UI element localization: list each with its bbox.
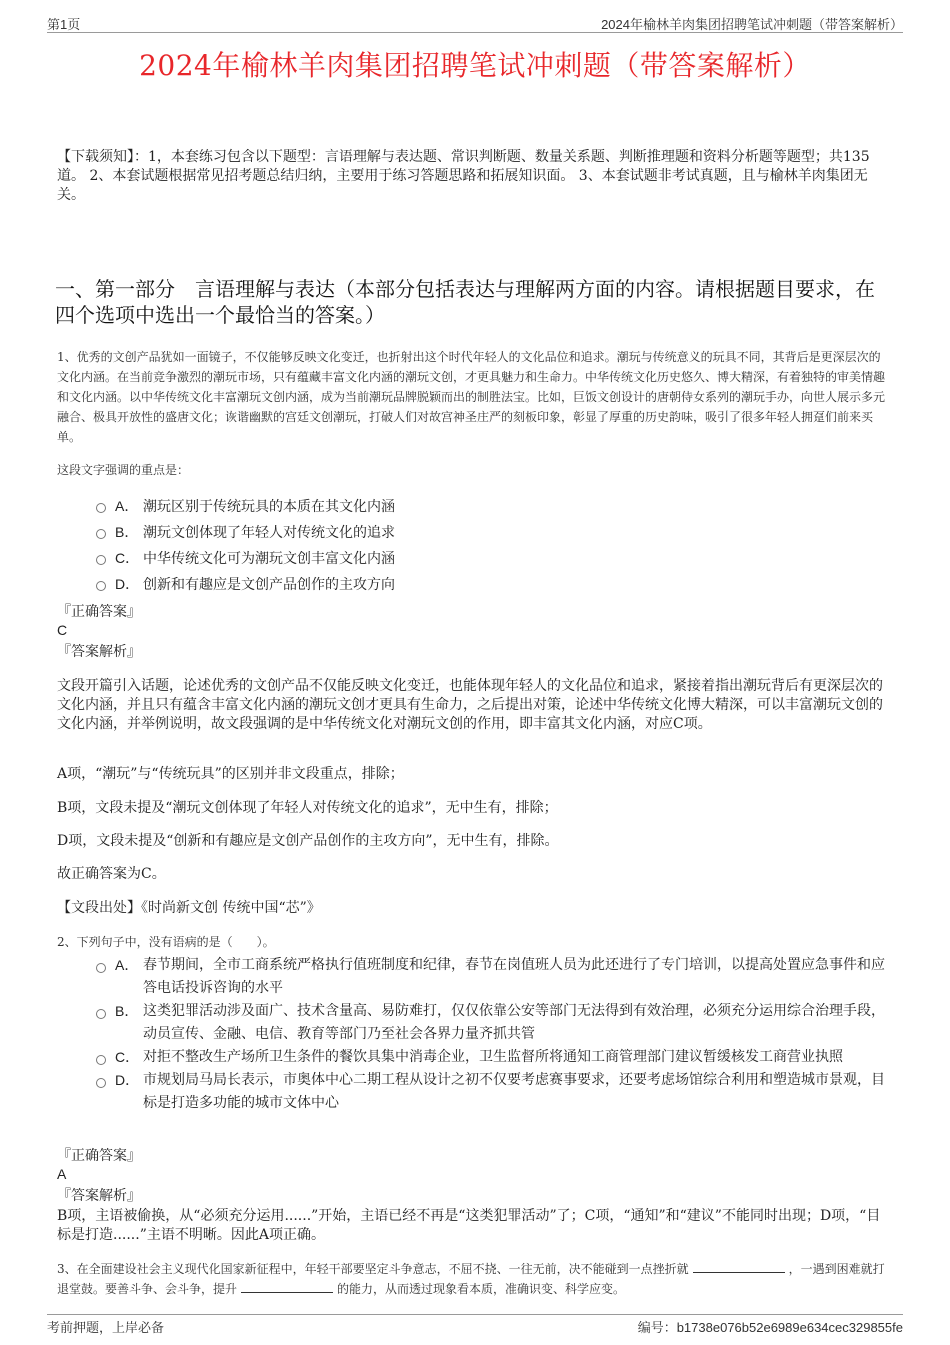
q1-options	[96, 496, 890, 600]
q1-conclusion: 故正确答案为C。	[57, 866, 166, 882]
q1-note-d: D项，文段未提及“创新和有趣应是文创产品创作的主攻方向”，无中生有，排除。	[57, 833, 559, 849]
option-letter: D．	[115, 576, 140, 592]
q1-answer: C	[57, 622, 68, 638]
option-text: 潮玩区别于传统玩具的本质在其文化内涵	[143, 499, 395, 515]
q3-part3: 的能力，从而透过现象看本质，准确识变、科学应变。	[337, 1282, 626, 1296]
document-title: 2024年榆林羊肉集团招聘笔试冲刺题（带答案解析）	[139, 49, 811, 82]
option-text: 潮玩文创体现了年轻人对传统文化的追求	[143, 525, 395, 541]
q1-option-b[interactable]	[96, 522, 890, 548]
q2-option-d[interactable]	[96, 1069, 888, 1115]
option-text: 春节期间，全市工商系统严格执行值班制度和纪律，春节在岗值班人员为此还进行了专门培训，以提高处置应急事件和应答电话投诉咨询的水平	[143, 957, 885, 996]
q2-option-b[interactable]	[96, 1000, 888, 1046]
radio-icon[interactable]	[96, 555, 106, 565]
radio-icon[interactable]	[96, 1078, 106, 1088]
download-notice: 【下载须知】：1，本套练习包含以下题型：言语理解与表达题、常识判断题、数量关系题、判断推理题和资料分析题等题型；共135道。 2、本套试题根据常见招考题总结归纳，主要用于练习答题思路和拓展知识面。 3、本套试题非考试真题，且与榆林羊肉集团无关。	[57, 149, 870, 203]
q1-note-b: B项，文段未提及“潮玩文创体现了年轻人对传统文化的追求”，无中生有，排除；	[57, 800, 558, 816]
q2-options	[96, 954, 888, 1115]
footer-slogan: 考前押题，上岸必备	[47, 1320, 165, 1335]
option-letter: A．	[115, 957, 139, 973]
radio-icon[interactable]	[96, 529, 106, 539]
q1-option-c[interactable]	[96, 548, 890, 574]
option-letter: B．	[115, 1003, 139, 1019]
q1-note-a: A项，“潮玩”与“传统玩具”的区别并非文段重点，排除；	[57, 766, 404, 782]
option-letter: C．	[115, 550, 140, 566]
q3-blank-1	[693, 1260, 785, 1273]
q2-option-a[interactable]	[96, 954, 888, 1000]
q2-answer: A	[57, 1166, 67, 1182]
radio-icon[interactable]	[96, 581, 106, 591]
option-letter: B．	[115, 524, 139, 540]
page-number: 第1页	[47, 17, 81, 32]
option-text: 中华传统文化可为潮玩文创丰富文化内涵	[143, 551, 395, 567]
q1-stem: 1、优秀的文创产品犹如一面镜子，不仅能够反映文化变迁，也折射出这个时代年轻人的文化品位和追求。潮玩与传统意义的玩具不同，其背后是更深层次的文化内涵。在当前竞争激烈的潮玩市场，只有蕴藏丰富文化内涵的潮玩文创，才更具魅力和生命力。中华传统文化历史悠久、博大精深，有着独特的审美情趣和文化内涵。以中华传统文化丰富潮玩文创内涵，成为当前潮玩品牌脱颖而出的制胜法宝。比如，巨饭文创设计的唐朝侍女系列的潮玩手办，向世人展示多元融合、极具开放性的盛唐文化；诙谐幽默的宫廷文创潮玩，打破人们对故宫神圣庄严的刻板印象，彰显了厚重的历史韵味，吸引了很多年轻人拥趸们前来买单。	[57, 350, 886, 444]
option-letter: C．	[115, 1049, 140, 1065]
option-text: 这类犯罪活动涉及面广、技术含量高、易防难打，仅仅依靠公安等部门无法得到有效治理，必须充分运用综合治理手段，动员宣传、金融、电信、教育等部门乃至社会各界力量齐抓共管	[143, 1003, 885, 1042]
option-text: 市规划局马局长表示，市奥体中心二期工程从设计之初不仅要考虑赛事要求，还要考虑场馆综合利用和塑造城市景观，目标是打造多功能的城市文体中心	[143, 1072, 885, 1111]
q1-ask: 这段文字强调的重点是：	[57, 463, 190, 477]
q3-stem	[57, 1259, 888, 1299]
q1-answer-label: 『正确答案』	[57, 604, 141, 620]
q2-answer-label: 『正确答案』	[57, 1148, 141, 1164]
option-letter: A．	[115, 498, 139, 514]
q2-analysis: B项，主语被偷换，从“必须充分运用......”开始，主语已经不再是“这类犯罪活动”了；C项，“通知”和“建议”不能同时出现；D项，“目标是打造......”主语不明晰。因此A项正确。	[57, 1208, 881, 1243]
q1-option-d[interactable]	[96, 574, 890, 600]
q1-option-a[interactable]	[96, 496, 890, 522]
q1-source: 【文段出处】《时尚新文创 传统中国“芯”》	[57, 900, 321, 916]
radio-icon[interactable]	[96, 503, 106, 513]
page-header	[47, 14, 903, 33]
page-footer	[47, 1314, 903, 1335]
q1-analysis: 文段开篇引入话题，论述优秀的文创产品不仅能反映文化变迁，也能体现年轻人的文化品位和追求，紧接着指出潮玩背后有更深层次的文化内涵，并且只有蕴含丰富文化内涵的潮玩文创才更具有生命力，之后提出对策，论述中华传统文化博大精深，可以丰富潮玩文创的文化内涵，并举例说明，故文段强调的是中华传统文化对潮玩文创的作用，即丰富其文化内涵，对应C项。	[57, 678, 883, 732]
radio-icon[interactable]	[96, 1055, 106, 1065]
q3-blank-2	[241, 1280, 333, 1293]
section-heading: 一、第一部分 言语理解与表达（本部分包括表达与理解两方面的内容。请根据题目要求，在四个选项中选出一个最恰当的答案。）	[55, 277, 875, 327]
q2-stem: 2、下列句子中，没有语病的是（ ）。	[57, 935, 275, 949]
q3-part1: 3、在全面建设社会主义现代化国家新征程中，年轻干部要坚定斗争意志，不屈不挠、一往无前，决不能碰到一点挫折就	[57, 1262, 689, 1276]
q1-analysis-label: 『答案解析』	[57, 644, 141, 660]
option-letter: D．	[115, 1072, 140, 1088]
q2-option-c[interactable]	[96, 1046, 888, 1069]
header-doc-title: 2024年榆林羊肉集团招聘笔试冲刺题（带答案解析）	[601, 17, 903, 32]
option-text: 对拒不整改生产场所卫生条件的餐饮具集中消毒企业，卫生监督所将通知工商管理部门建议暂缓核发工商营业执照	[143, 1049, 843, 1065]
option-text: 创新和有趣应是文创产品创作的主攻方向	[143, 577, 395, 593]
q2-analysis-label: 『答案解析』	[57, 1188, 141, 1204]
footer-doc-id: 编号：b1738e076b52e6989e634cec329855fe	[637, 1320, 903, 1335]
radio-icon[interactable]	[96, 963, 106, 973]
radio-icon[interactable]	[96, 1009, 106, 1019]
q3-part2: ，一遇到困难就打退堂鼓。要善斗争、会斗争，提升	[57, 1262, 885, 1296]
